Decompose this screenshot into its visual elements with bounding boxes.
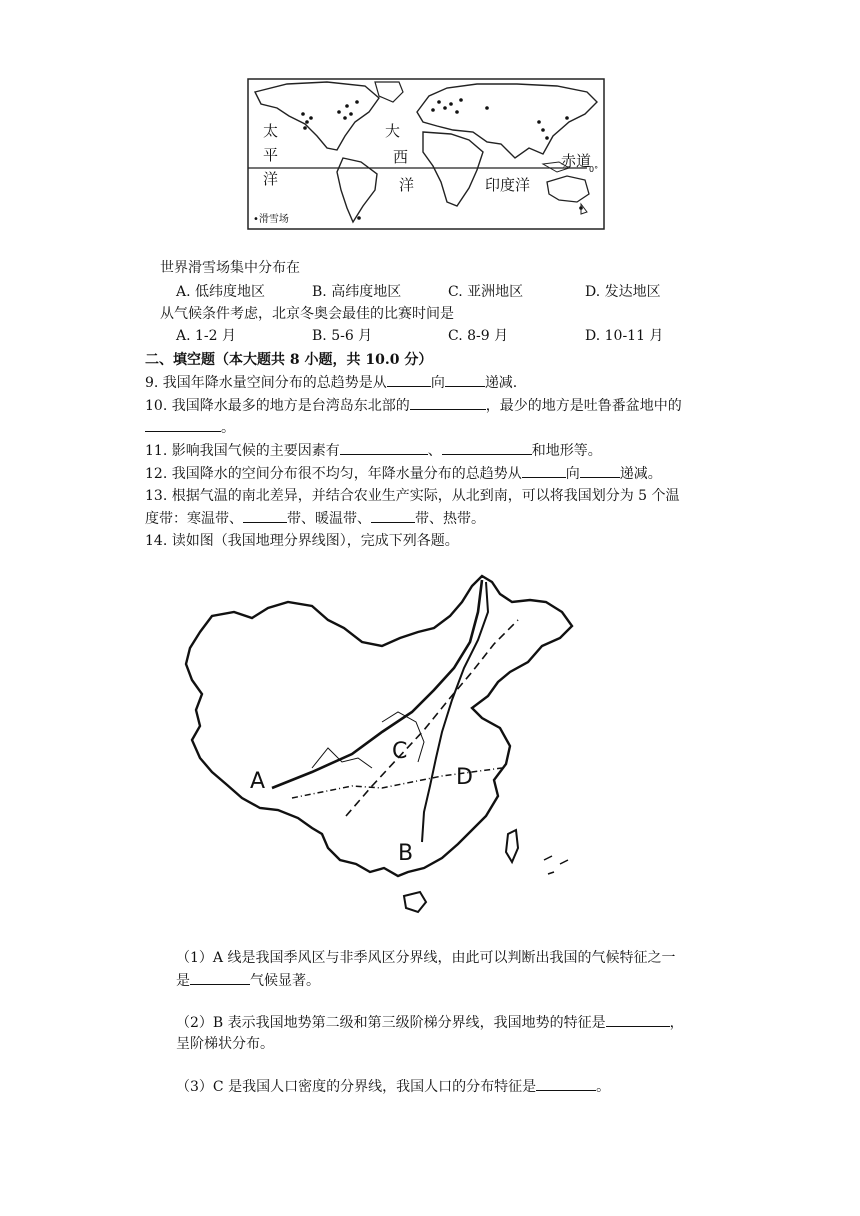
q8-option-a: A. 1-2 月 <box>176 328 237 344</box>
q10-text-b: ，最少的地方是吐鲁番盆地中的 <box>485 398 682 414</box>
china-label-a: A <box>250 769 266 794</box>
sub3-blank[interactable] <box>536 1076 596 1091</box>
q13-line2 <box>145 508 485 529</box>
sub3-line <box>176 1076 610 1097</box>
q9-blank-1[interactable] <box>387 372 431 387</box>
q8-stem: 从气候条件考虑，北京冬奥会最佳的比赛时间是 <box>160 306 454 322</box>
q12-blank-1[interactable] <box>522 463 566 478</box>
sub2-text-a: （2）B 表示我国地势第二级和第三级阶梯分界线，我国地势的特征是 <box>176 1015 606 1031</box>
q7-option-a: A. 低纬度地区 <box>176 284 266 300</box>
q11-text-c: 和地形等。 <box>531 443 602 459</box>
q8-option-c: C. 8-9 月 <box>448 328 509 344</box>
q14-stem: 14. 读如图（我国地理分界线图），完成下列各题。 <box>145 533 459 549</box>
q11-text-b: 、 <box>427 443 442 459</box>
q10-blank-2[interactable] <box>145 417 221 432</box>
q10-text-a: 10. 我国降水最多的地方是台湾岛东北部的 <box>145 398 410 414</box>
label-indian-ocean: 印度洋 <box>485 176 531 194</box>
sub3-text-b: 。 <box>596 1079 611 1095</box>
q13-text-d: 带、热带。 <box>415 511 485 527</box>
sub2-line2: 呈阶梯状分布。 <box>176 1036 274 1052</box>
q10-text-c: 。 <box>221 420 235 436</box>
world-ski-map <box>247 78 605 230</box>
section2-title: 二、填空题（本大题共 8 小题，共 10.0 分） <box>145 352 433 368</box>
q7-stem: 世界滑雪场集中分布在 <box>160 260 300 276</box>
label-yang2: 洋 <box>399 176 415 194</box>
q9-text-c: 递减. <box>484 375 518 391</box>
q13-blank-1[interactable] <box>243 508 287 523</box>
china-label-b: B <box>398 841 414 866</box>
q7-option-c: C. 亚洲地区 <box>448 284 524 300</box>
china-label-d: D <box>456 765 473 790</box>
sub2-blank[interactable] <box>606 1012 670 1027</box>
q11 <box>145 440 602 461</box>
china-boundary-map <box>172 572 582 922</box>
label-xi: 西 <box>393 148 409 166</box>
q9-text-b: 向 <box>430 375 445 391</box>
q8-option-b: B. 5-6 月 <box>312 328 373 344</box>
sub1-line1: （1）A 线是我国季风区与非季风区分界线，由此可以判断出我国的气候特征之一 <box>176 950 676 966</box>
q12-text-a: 12. 我国降水的空间分布很不均匀，年降水量分布的总趋势从 <box>145 466 522 482</box>
q13-blank-2[interactable] <box>371 508 415 523</box>
sub1-line2 <box>176 970 320 991</box>
q12-text-c: 递减。 <box>619 466 662 482</box>
q11-text-a: 11. 影响我国气候的主要因素有 <box>145 443 340 459</box>
q12-blank-2[interactable] <box>580 463 620 478</box>
q8-option-d: D. 10-11 月 <box>585 328 664 344</box>
q11-blank-1[interactable] <box>340 440 428 455</box>
sub2-text-b: ， <box>669 1015 684 1031</box>
q13-text-c: 带、暖温带、 <box>287 511 371 527</box>
q10-line1 <box>145 395 682 416</box>
map-legend: •滑雪场 <box>253 214 289 225</box>
sub2-line1 <box>176 1012 684 1033</box>
label-equator: 赤道 <box>561 152 592 170</box>
q12 <box>145 463 662 484</box>
q10-blank-1[interactable] <box>410 395 486 410</box>
sub3-text-a: （3）C 是我国人口密度的分界线，我国人口的分布特征是 <box>176 1079 537 1095</box>
q12-text-b: 向 <box>565 466 580 482</box>
label-da: 大 <box>385 122 401 140</box>
label-yang1: 洋 <box>263 170 279 188</box>
label-ping: 平 <box>263 146 279 164</box>
q11-blank-2[interactable] <box>442 440 532 455</box>
q13-line1: 13. 根据气温的南北差异，并结合农业生产实际，从北到南，可以将我国划分为 5 个温 <box>145 488 680 504</box>
q10-line2 <box>145 417 235 438</box>
sub1-text-c: 气候显著。 <box>250 973 320 989</box>
label-tai: 太 <box>263 122 279 140</box>
q7-option-b: B. 高纬度地区 <box>312 284 402 300</box>
q7-option-d: D. 发达地区 <box>585 284 661 300</box>
q13-text-b: 度带：寒温带、 <box>145 511 243 527</box>
q9-text-a: 9. 我国年降水量空间分布的总趋势是从 <box>145 375 387 391</box>
q9-blank-2[interactable] <box>445 372 485 387</box>
sub1-blank[interactable] <box>190 970 250 985</box>
china-label-c: C <box>392 739 408 764</box>
label-zero-degree: 0° <box>589 165 599 174</box>
sub1-text-b: 是 <box>176 973 190 989</box>
q9 <box>145 372 517 393</box>
